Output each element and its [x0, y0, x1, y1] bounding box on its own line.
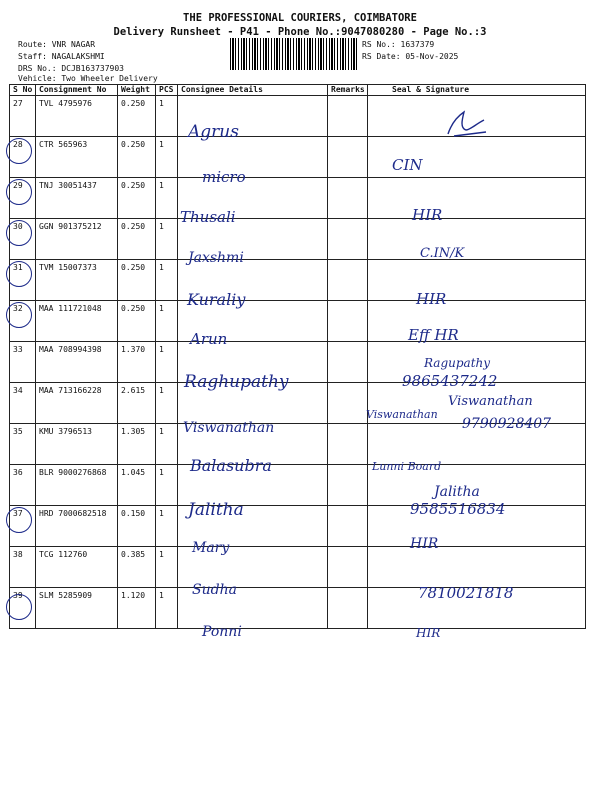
cell-consignment: CTR 565963: [36, 137, 118, 178]
table-row: [10, 260, 586, 301]
handwritten-consignee: Ponni: [202, 624, 242, 640]
cell-sno: 36: [10, 465, 36, 506]
handwritten-signature: 9585516834: [410, 500, 506, 518]
col-sno: S No: [10, 85, 36, 96]
handwritten-signature: HIR: [410, 536, 439, 552]
cell-sno: 28: [10, 137, 36, 178]
cell-sno: 37: [10, 506, 36, 547]
runsheet-table: [9, 84, 586, 629]
cell-pcs: 1: [156, 137, 178, 178]
cell-pcs: 1: [156, 342, 178, 383]
company-title: THE PROFESSIONAL COURIERS, COIMBATORE: [183, 12, 417, 24]
handwritten-consignee: Thusali: [180, 208, 236, 226]
handwritten-signature: CIN: [392, 156, 423, 174]
col-weight: Weight: [118, 85, 156, 96]
cell-sno: 39: [10, 588, 36, 629]
cell-consignment: BLR 9000276868: [36, 465, 118, 506]
handwritten-consignee: Arun: [190, 330, 228, 348]
handwritten-signature: HIR: [416, 290, 447, 308]
handwritten-signature: Eff HR: [408, 326, 459, 344]
cell-weight: 1.370: [118, 342, 156, 383]
table-row: [10, 219, 586, 260]
table-row: [10, 178, 586, 219]
handwritten-consignee: Jalitha: [188, 500, 244, 520]
rs-date: RS Date: 05-Nov-2025: [362, 52, 459, 61]
cell-sno: 34: [10, 383, 36, 424]
cell-sno: 32: [10, 301, 36, 342]
table-row: [10, 301, 586, 342]
serial-circle-mark: [6, 138, 32, 164]
barcode: [230, 38, 358, 70]
cell-weight: 0.250: [118, 137, 156, 178]
handwritten-consignee: Viswanathan: [183, 420, 275, 436]
serial-circle-mark: [6, 179, 32, 205]
cell-consignment: MAA 111721048: [36, 301, 118, 342]
cell-pcs: 1: [156, 506, 178, 547]
handwritten-consignee: Balasubra: [190, 456, 272, 475]
cell-sno: 31: [10, 260, 36, 301]
cell-pcs: 1: [156, 301, 178, 342]
route-label: Route: VNR NAGAR: [18, 40, 96, 49]
cell-weight: 0.150: [118, 506, 156, 547]
col-consignment: Consignment No: [36, 85, 118, 96]
rs-number: RS No.: 1637379: [362, 40, 435, 49]
serial-circle-mark: [6, 594, 32, 620]
serial-circle-mark: [6, 220, 32, 246]
cell-pcs: 1: [156, 96, 178, 137]
cell-weight: 1.120: [118, 588, 156, 629]
cell-weight: 0.250: [118, 178, 156, 219]
table-row: [10, 342, 586, 383]
cell-consignment: MAA 708994398: [36, 342, 118, 383]
cell-pcs: 1: [156, 424, 178, 465]
serial-circle-mark: [6, 302, 32, 328]
handwritten-consignee: Mary: [192, 540, 230, 556]
cell-pcs: 1: [156, 588, 178, 629]
handwritten-signature: 9790928407: [462, 416, 552, 432]
table-header-row: [10, 85, 586, 96]
handwritten-consignee: Kuraliy: [187, 290, 246, 309]
vehicle-label: Vehicle: Two Wheeler Delivery: [18, 74, 158, 83]
handwritten-consignee: Raghupathy: [184, 372, 289, 392]
cell-weight: 0.250: [118, 260, 156, 301]
cell-pcs: 1: [156, 547, 178, 588]
handwritten-consignee: micro: [202, 168, 246, 186]
cell-consignment: TVL 4795976: [36, 96, 118, 137]
handwritten-signature: HIR: [416, 626, 441, 640]
cell-consignment: KMU 3796513: [36, 424, 118, 465]
handwritten-signature: Ragupathy: [424, 356, 491, 370]
cell-weight: 0.250: [118, 301, 156, 342]
handwritten-consignee: Sudha: [192, 582, 237, 598]
cell-weight: 0.250: [118, 219, 156, 260]
handwritten-signature: Jalitha: [434, 484, 480, 500]
cell-sno: 27: [10, 96, 36, 137]
cell-sno: 29: [10, 178, 36, 219]
staff-label: Staff: NAGALAKSHMI: [18, 52, 105, 61]
serial-circle-mark: [6, 507, 32, 533]
table-row: [10, 96, 586, 137]
handwritten-signature: Lunni Board: [372, 460, 442, 473]
handwritten-signature: C.IN/K: [420, 246, 465, 261]
cell-sno: 38: [10, 547, 36, 588]
signature-scribble-icon: [440, 108, 490, 142]
cell-pcs: 1: [156, 383, 178, 424]
cell-pcs: 1: [156, 219, 178, 260]
handwritten-consignee: Jaxshmi: [188, 250, 244, 266]
handwritten-signature: 7810021818: [418, 584, 514, 602]
cell-sno: 35: [10, 424, 36, 465]
col-pcs: PCS: [156, 85, 178, 96]
handwritten-consignee: Agrus: [188, 122, 239, 142]
cell-pcs: 1: [156, 465, 178, 506]
cell-weight: 1.305: [118, 424, 156, 465]
cell-consignment: SLM 5285909: [36, 588, 118, 629]
cell-consignment: HRD 7000682518: [36, 506, 118, 547]
cell-weight: 0.385: [118, 547, 156, 588]
handwritten-signature: Viswanathan: [448, 394, 533, 409]
runsheet-subtitle: Delivery Runsheet - P41 - Phone No.:9047080280 - Page No.:3: [113, 26, 487, 38]
col-remarks: Remarks: [328, 85, 368, 96]
table-row: [10, 137, 586, 178]
col-consignee: Consignee Details: [178, 85, 328, 96]
handwritten-signature: HIR: [412, 206, 443, 224]
table-row: [10, 547, 586, 588]
cell-sno: 30: [10, 219, 36, 260]
cell-consignment: TNJ 30051437: [36, 178, 118, 219]
handwritten-signature: 9865437242: [402, 372, 498, 390]
cell-weight: 1.045: [118, 465, 156, 506]
cell-consignment: TVM 15007373: [36, 260, 118, 301]
serial-circle-mark: [6, 261, 32, 287]
drs-label: DRS No.: DCJB163737903: [18, 64, 124, 73]
col-seal-signature: Seal & Signature: [368, 85, 586, 96]
cell-pcs: 1: [156, 260, 178, 301]
cell-weight: 2.615: [118, 383, 156, 424]
cell-weight: 0.250: [118, 96, 156, 137]
cell-consignment: MAA 713166228: [36, 383, 118, 424]
cell-pcs: 1: [156, 178, 178, 219]
cell-sno: 33: [10, 342, 36, 383]
handwritten-signature: Viswanathan: [366, 408, 438, 421]
cell-consignment: TCG 112760: [36, 547, 118, 588]
cell-consignment: GGN 901375212: [36, 219, 118, 260]
